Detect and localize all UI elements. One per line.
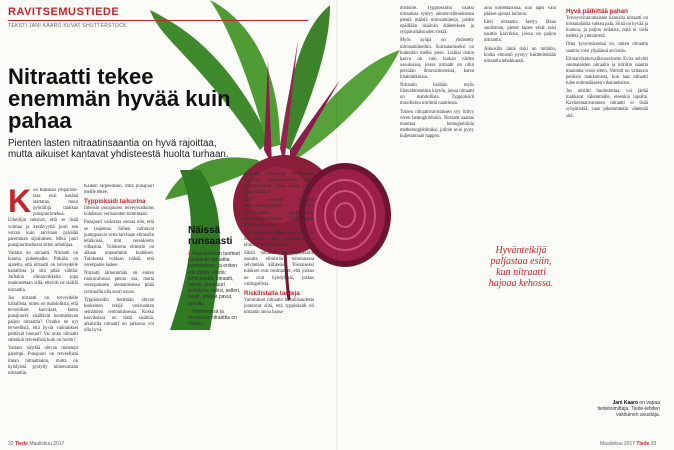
paragraph: Jos nitriitti huolestuttaa, voi jättää makkarat vähemmälle, eteenkin lapsilta. Kaviteemanvarainen nitraatti ei lisää syöpäriskiä, vaan pikemminkin vähentää sitä.: [566, 89, 648, 119]
paragraph: Typpioksidin tiedetään olevan keskeinen tekijä verisuonten seinämien rentoutuksessa. Koska kasviksissa on tästä sisältöä, aikuisilla nitraatti on jatkossa voi olla hyvä.: [84, 297, 154, 334]
text-column-1: [8, 188, 78, 438]
paragraph: Näin kysymys nitraatin terveysvaikutuksista kiertyy kysymykseksi typpioksidin terveysvaikutuksista. Tämä tekee asian haastavaksi.: [244, 198, 314, 228]
page-number-left: 32: [8, 441, 14, 447]
paragraph: un Ranskan ympäristötaas ensi kesänä startataa, moni pyöräilijä tankkaa punajuurimehua. Urheilijat uskovat, että se lisää voimaa ja kestävyyttä juuri sen verran kuin tarvitaan pykälää paremman sijoituksen. Mikä juuri punajuurimehussa sitten urheilijaa.: [8, 188, 78, 248]
paragraph: Myös syöpä on yhdistetty nitrosamiineihin. Suirautamiseksi on kuitenkin melko pieni. Lisäksi riskin kasvu on vain hiukan niiden osuuksissa, joissa nitraatti on ollut perisään ilmavalmisteista, kuten lihakinkkuissa.: [400, 38, 474, 81]
issue-date-left: Maaliskuu 2017: [29, 441, 65, 447]
page-number-right: 33: [650, 441, 657, 447]
fact-box-item: ● Hedelmissä ja marjoissa nitraattia on vähän.: [188, 308, 237, 328]
magazine-name-right: Tiede: [636, 441, 650, 447]
article-lead: Pienten lasten nitraatinsaantia on hyvä rajoittaa, mutta aikuiset kantavat yhdisteestä huolta turhaan.: [8, 138, 229, 160]
paragraph: aina koidettaisissa, kun lapsi vain pääsee ajoissa hoitoon.: [484, 6, 556, 18]
paragraph: Vastaus on nitraatti. Nitraatti on kuuma puheenaihe. Pitkään on ajateltu, että nitraatti on terveydelle haitallista ja sitä pitää välttää. Joiltakin elintarvikkeita jopa mainostetaan sillä, etteivät ne sisällä nitraattia.: [8, 250, 78, 293]
paragraph: Nitraatti tärkeimmän on eniten ruokavaliossa pienin osa, mutta verenpaineen alentamisessa pitää ravinnolla olla suuri osuus.: [84, 271, 154, 295]
paragraph: Ilmeisin punajuuren terveysvaikutus kohdistuu verisuonten toimintaan.: [84, 206, 154, 218]
author-bio: [580, 400, 660, 418]
paragraph: Varoitukset nitraatin haitallisuudesta juontavat siitä, että typpioksidi eli nitraatin ainoa hajoa-: [244, 297, 314, 315]
subheading: Hyvä päihittää pahan: [566, 8, 628, 15]
byline: TEKSTI JANI KAARO KUVAT SHUTTERSTOCK: [8, 23, 127, 29]
text-column-5: [484, 6, 556, 438]
paragraph: Elintarviketurvallisuusvirasto Evira selvitti suomalaisten nitraatin ja nitriitin saantia muutama vuosi sitten. Nitriitti on valtaosin peräisin makkaroista, kun taas nitraatti tulee enimmäkseen vihanneksista.: [566, 56, 648, 87]
author-description: on vapaa tiedetoimittaja. Tiede-lehden vakituinen avustaja.: [597, 400, 660, 418]
bullet-icon: ●: [188, 308, 193, 315]
paragraph: Terveysviranomaisten kannalta nitraatti on kiistanalaista vaikea pala. Siinä on hyvää ja huonoa, ja paljon sellaista, mitä ei vielä tiedetä ja ymmärretä.: [566, 16, 648, 40]
paragraph: Punajuuri vaikuttaa suoraa niin, että se laajentaa. Siihen vaihtuvat pumppaavat verta tarvitaan elimistön tehtävissä, mm. verenkierto vilkastuu. Tuloksena elimistö on aikaan nopeammin kudokset. Tuloksena voidaan nähdä, että verenpaine laskee.: [84, 220, 154, 269]
text-column-3: [244, 172, 314, 438]
paragraph: Sikäli nitraatin ja typpioksidin osuutta elimistön toiminnassa selvitetään kiihkeästi. Toistaiseksi tulokset ovat osoittaneet, että joskus ne ovat hyödyllisiä, joskus vahingollisia.: [244, 251, 314, 287]
bullet-icon: ●: [188, 251, 193, 257]
subheading: Riskilistalla tauteja: [244, 289, 300, 297]
magazine-name-left: Tiede: [14, 441, 28, 447]
text-column-2: [84, 184, 154, 438]
paragraph: Toinen nitraattivaroituksen syy liittyy veren hemoglobiiniin. Nitraatti saattaa muuttaa hemoglobiinia methemoglobiiniksi, jolloin se ei pysty kuljettamaan happea.: [400, 109, 474, 139]
paragraph: Vastaus näyttää olevan molempi parempi. Punajuuri on terveellistä ilman nitraattiakin, mutta on hyödyistä pystytty nimenomaan nitraattiin.: [8, 346, 78, 376]
footer-right: [600, 441, 656, 447]
subheading: Typpioksidi taikurina: [84, 198, 146, 206]
footer-left: [8, 441, 64, 447]
fact-box-title: Näissä runsaasti: [188, 225, 233, 247]
paragraph: Ettei nitraattia kertyy liikaa suolistoon, pienet lapset eivät saisi nauttia kasviksia, joissa on paljon nitraattia.: [484, 20, 556, 44]
article-headline: Nitraatti tekee enemmän hyvää kuin pahaa: [8, 64, 231, 133]
issue-date-right: Maaliskuu 2017: [600, 441, 636, 447]
paragraph: Typpioksidi on olennaisen tärkeä. Se on aineen suuri hyödyllinen ja elimistö tuottaa sitä itse.: [244, 230, 314, 249]
fact-box-list: [188, 251, 244, 327]
paragraph: perilisen rintakivun lievitykseen käytetyn nitroglyseriinin teho. Nitroglyseriini hajoaa kielen päällä typpioksidiksi.: [244, 172, 314, 196]
drop-cap: K: [8, 188, 32, 219]
text-column-4: [400, 6, 474, 438]
fact-box: [188, 225, 244, 329]
text-column-6: [566, 6, 648, 366]
paragraph: Jos nitraatti on terveydelle haitallista, miten on mahdollista, että terveelliset kasvikset, kuten punajuuret, sisältävät huomattavan paljon nitraattia? Ovatko ne nyt terveellisiä, että hyvät vaikutukset peittävät huonot? Vai onko nitraatti sittenkin terveellistä kuin on luultu?: [8, 295, 78, 344]
paragraph: mistuote. Typpioksidin lisäksi nitraatista syntyy ainoenvaihtoeinensa pieniä määriä nitrosamiineja, joiden epäillään lisäävän diabeteksen ja syöpävaltaisuuden riskiä.: [400, 6, 474, 36]
paragraph: Nitraatin lisätään myös lihavalmisteiden käytön, joissa nitraatti on mahdollista. Typpioksidi muodostuu nitriittiä nauttiessa.: [400, 83, 474, 107]
section-rule: [8, 20, 308, 21]
paragraph: Kaiken tarpeellisen, mitä punajuuri meille tekee.: [84, 184, 154, 196]
fact-box-item: ● Kasviksinnan tuotteet sisältävät nitraattia luonnostaan, ja eniten sitä löytyy näistä: lehtisalaatti, pinaatti, rukola, punajuuri porkkana, retiisi, selleri, kaalit, uhkeat pavut, persilja.: [188, 251, 241, 307]
paragraph: Oma kysymyksensä on, miten nitraatin saantia voisi ylipäänsä arvioida.: [566, 42, 648, 54]
pull-quote: Hyvänteikijä paljastaa esiin, kun nitraatti hajoaa kehossa.: [488, 245, 554, 289]
paragraph: Aikuisilla tämä riski on mitätön, koska elimistö pystyy käsittelemään nitraattia tehokkaasti.: [484, 46, 556, 64]
section-label: RAVITSEMUSTIEDE: [8, 6, 120, 18]
author-name: Jani Kaaro: [612, 400, 639, 406]
page-fold: [336, 0, 338, 450]
